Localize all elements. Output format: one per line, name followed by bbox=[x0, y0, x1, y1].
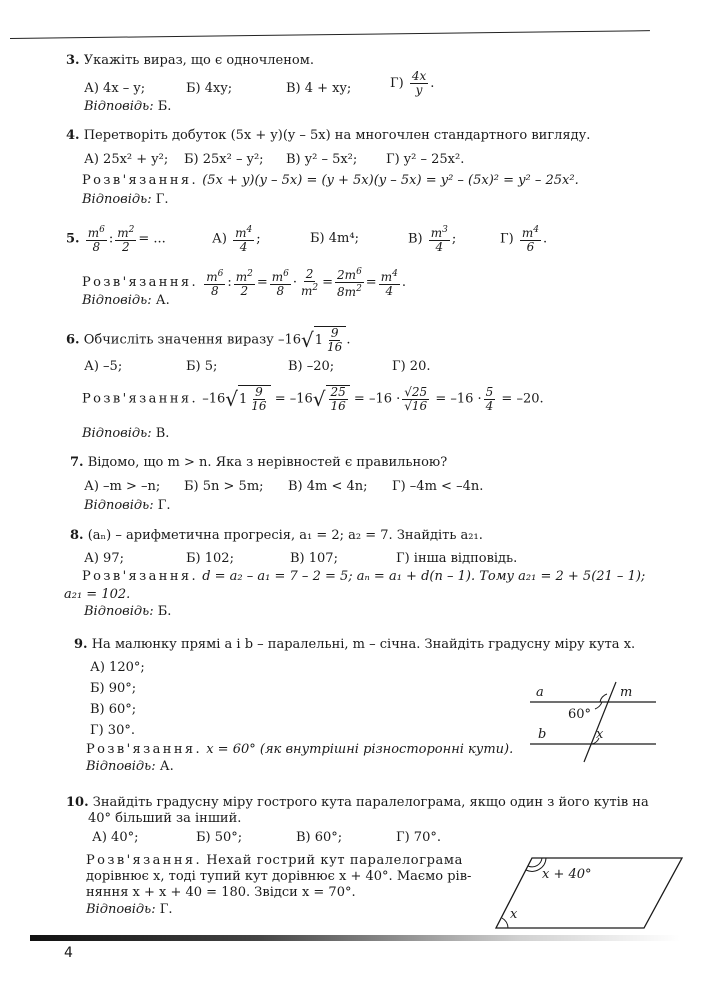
q4-text: Перетворіть добуток (5x + y)(y – 5x) на многочлен стандартного вигляду. bbox=[83, 128, 591, 143]
q6-answer-label: Відповідь: bbox=[82, 426, 152, 441]
q3-option-b: Б) 4xy; bbox=[186, 81, 233, 96]
q8-solution-line1: d = a₂ – a₁ = 7 – 2 = 5; aₙ = a₁ + d(n – 1). Тому a₂₁ = 2 + 5(21 – 1); bbox=[202, 569, 646, 584]
q9-solution-text: x = 60° (як внутрішні різносторонні кути). bbox=[206, 742, 514, 757]
q8-text: (aₙ) – арифметична прогресія, a₁ = 2; a₂ = 7. Знайдіть a₂₁. bbox=[87, 528, 483, 543]
transversal-m bbox=[584, 682, 616, 762]
q7-option-a: А) –m > –n; bbox=[84, 479, 161, 494]
q10-text-line2: 40° більший за інший. bbox=[88, 811, 242, 826]
q7-option-d: Г) –4m < –4n. bbox=[392, 479, 484, 494]
q4-answer-label: Відповідь: bbox=[82, 192, 152, 207]
q5-number: 5. bbox=[66, 231, 80, 247]
q6-text: Обчисліть значення виразу bbox=[83, 332, 274, 348]
q3-answer bbox=[84, 98, 171, 116]
q9-text: На малюнку прямі a і b – паралельні, m – січна. Знайдіть градусну міру кута x. bbox=[91, 637, 636, 652]
fig10-label-acute: x bbox=[510, 907, 518, 922]
q10-option-b: Б) 50°; bbox=[196, 830, 243, 845]
q5-answer bbox=[82, 292, 170, 310]
q7-answer-label: Відповідь: bbox=[84, 498, 154, 513]
q3-option-d: Г) $\frac{4x}{y}$ . bbox=[390, 69, 435, 97]
q5-question: 5. $\frac{m^6}{8}$ : $\frac{m^2}{2}$ = ... bbox=[66, 225, 166, 254]
q10-figure bbox=[494, 852, 694, 932]
q10-solution-line3: няння x + x + 40 = 180. Звідси x = 70°. bbox=[86, 885, 356, 900]
q6-option-d: Г) 20. bbox=[392, 359, 431, 374]
fig10-label-obtuse: x + 40° bbox=[542, 867, 592, 882]
q6-option-b: Б) 5; bbox=[186, 359, 218, 374]
q8-answer-value: Б. bbox=[157, 604, 172, 619]
q5-option-b: Б) 4m⁴; bbox=[310, 231, 359, 246]
q3-option-d-fraction bbox=[410, 70, 428, 97]
q9-solution-label: Розв'язання. bbox=[86, 742, 203, 757]
q9-option-b: Б) 90°; bbox=[90, 681, 137, 696]
q8-answer-label: Відповідь: bbox=[84, 604, 154, 619]
q6-number: 6. bbox=[66, 332, 80, 348]
q5-solution: Розв'язання. $\frac{m^6}{8}$ : $\frac{m^2}{2}$ = $\frac{m^6}{8}$ · $\frac{2}{m^2}$ = $\frac{2m^6}{8m^2}$ = $\frac{m^4}{4}$ . bbox=[82, 266, 406, 299]
q10-solution-line2: дорівнює x, тоді тупий кут дорівнює x + 40°. Маємо рів- bbox=[86, 869, 472, 884]
q7-question bbox=[70, 454, 447, 472]
q6-option-c: В) –20; bbox=[288, 359, 335, 374]
fig9-label-angle: 60° bbox=[568, 707, 592, 722]
q5-answer-label: Відповідь: bbox=[82, 293, 152, 308]
q3-question bbox=[66, 52, 314, 70]
q8-solution bbox=[82, 568, 645, 586]
q4-solution-text: (5x + y)(y – 5x) = (y + 5x)(y – 5x) = y² – (5x)² = y² – 25x². bbox=[202, 173, 579, 188]
q6-answer-value: В. bbox=[155, 426, 170, 441]
q3-answer-label: Відповідь: bbox=[84, 99, 154, 114]
q9-solution bbox=[86, 741, 513, 759]
q8-option-b: Б) 102; bbox=[186, 551, 234, 566]
fig9-label-b: b bbox=[538, 727, 547, 742]
q5-answer-value: А. bbox=[155, 293, 170, 308]
fig9-label-x: x bbox=[596, 727, 604, 742]
q4-option-a: А) 25x² + y²; bbox=[84, 152, 169, 167]
q7-option-c: В) 4m < 4n; bbox=[288, 479, 368, 494]
q5-option-c-label: В) bbox=[408, 231, 423, 247]
q8-number: 8. bbox=[70, 528, 84, 543]
q3-number: 3. bbox=[66, 53, 80, 68]
q5-solution-label: Розв'язання. bbox=[82, 275, 199, 290]
q7-text: Відомо, що m > n. Яка з нерівностей є правильною? bbox=[87, 455, 448, 470]
q9-option-d: Г) 30°. bbox=[90, 723, 135, 738]
q4-question bbox=[66, 127, 590, 145]
q10-answer bbox=[86, 901, 172, 919]
q5-option-d: Г) $\frac{m^4}{6}$ . bbox=[500, 225, 548, 254]
q9-option-a: А) 120°; bbox=[90, 660, 145, 675]
q9-answer-label: Відповідь: bbox=[86, 759, 156, 774]
q3-d-num: 4x bbox=[411, 69, 427, 83]
q8-answer bbox=[84, 603, 171, 621]
page-number: 4 bbox=[64, 945, 73, 961]
q7-option-b: Б) 5n > 5m; bbox=[184, 479, 264, 494]
q8-solution-line2: a₂₁ = 102. bbox=[64, 587, 131, 602]
q4-option-b: Б) 25x² – y²; bbox=[184, 152, 264, 167]
q6-answer bbox=[82, 425, 169, 443]
q6-question: 6. Обчисліть значення виразу –16√1 $\frac{9}{16}$ . bbox=[66, 326, 351, 354]
q4-option-d: Г) y² – 25x². bbox=[386, 152, 465, 167]
q5-option-a-label: А) bbox=[212, 231, 227, 247]
q3-answer-value: Б. bbox=[157, 99, 172, 114]
acute-angle-arc bbox=[502, 918, 508, 928]
q10-option-a: А) 40°; bbox=[92, 830, 139, 845]
fig9-label-a: a bbox=[536, 685, 544, 700]
q8-option-a: А) 97; bbox=[84, 551, 124, 566]
q10-answer-label: Відповідь: bbox=[86, 902, 156, 917]
q3-text: Укажіть вираз, що є одночленом. bbox=[83, 53, 314, 68]
q4-number: 4. bbox=[66, 128, 80, 143]
q10-answer-value: Г. bbox=[159, 902, 173, 917]
q4-solution-label: Розв'язання. bbox=[82, 173, 199, 188]
q5-option-c: В) $\frac{m^3}{4}$ ; bbox=[408, 225, 457, 254]
q3-option-a: А) 4x – y; bbox=[84, 81, 146, 96]
q10-solution-label: Розв'язання. bbox=[86, 853, 203, 868]
q3-option-d-label: Г) bbox=[390, 76, 404, 91]
q9-number: 9. bbox=[74, 637, 88, 652]
q9-answer-value: А. bbox=[159, 759, 174, 774]
q10-option-c: В) 60°; bbox=[296, 830, 343, 845]
fig9-label-m: m bbox=[620, 685, 633, 700]
q9-answer bbox=[86, 758, 174, 776]
q4-answer-value: Г. bbox=[155, 192, 169, 207]
q10-number: 10. bbox=[66, 795, 89, 810]
top-rule bbox=[10, 30, 650, 39]
q10-text-line1: Знайдіть градусну міру гострого кута паралелограма, якщо один з його кутів на bbox=[92, 795, 649, 810]
q6-option-a: А) –5; bbox=[84, 359, 123, 374]
q3-d-den: y bbox=[415, 83, 423, 97]
q8-solution-label: Розв'язання. bbox=[82, 569, 199, 584]
q10-option-d: Г) 70°. bbox=[396, 830, 441, 845]
q10-solution-text1: Нехай гострий кут паралелограма bbox=[206, 853, 463, 868]
bottom-rule bbox=[30, 935, 680, 941]
q7-number: 7. bbox=[70, 455, 84, 470]
angle-60-arc2 bbox=[595, 702, 602, 709]
q9-option-c: В) 60°; bbox=[90, 702, 137, 717]
q6-solution-label: Розв'язання. bbox=[82, 391, 199, 407]
q4-solution bbox=[82, 172, 579, 190]
q8-option-d: Г) інша відповідь. bbox=[396, 551, 518, 566]
angle-60-arc bbox=[600, 694, 607, 702]
q8-option-c: В) 107; bbox=[290, 551, 338, 566]
q5-option-d-label: Г) bbox=[500, 231, 514, 247]
q7-answer bbox=[84, 497, 170, 515]
q8-question bbox=[70, 527, 483, 545]
q3-option-c: В) 4 + xy; bbox=[286, 81, 352, 96]
q7-answer-value: Г. bbox=[157, 498, 171, 513]
q6-solution: Розв'язання. –16√1 $\frac{9}{16}$ = –16√ $\frac{25}{16}$ = –16 · $\frac{√25}{√16}$ = –16 · $\frac{5}{4}$ = –20. bbox=[82, 384, 544, 413]
q4-answer bbox=[82, 191, 168, 209]
q5-option-a: А) $\frac{m^4}{4}$ ; bbox=[212, 225, 261, 254]
q9-figure bbox=[530, 676, 660, 766]
q9-question bbox=[74, 636, 635, 654]
q4-option-c: В) y² – 5x²; bbox=[286, 152, 358, 167]
